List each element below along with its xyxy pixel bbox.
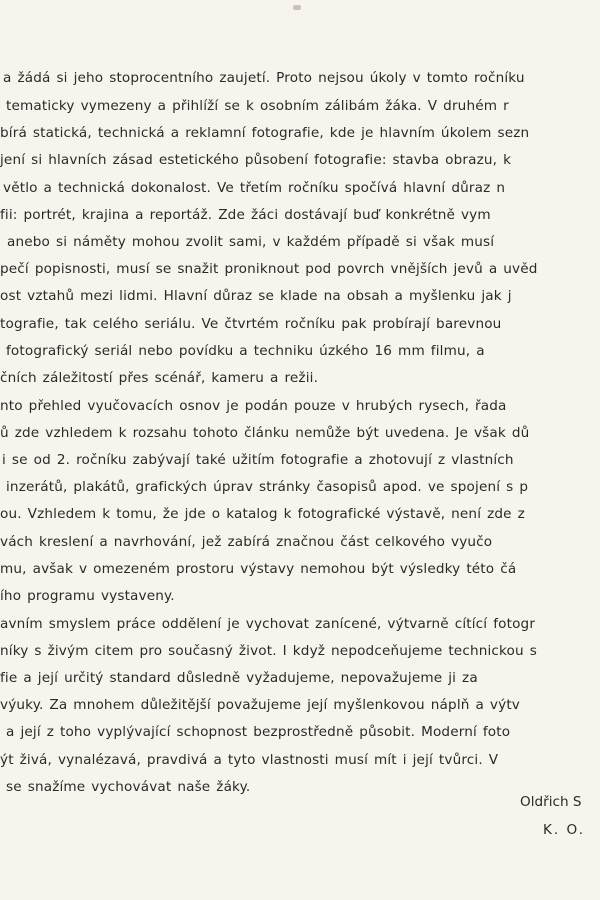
text-line: ou. Vzhledem k tomu, že jde o katalog k fotografické výstavě, není zde z	[0, 506, 525, 522]
text-line: tografie, tak celého seriálu. Ve čtvrtém ročníku pak probírají barevnou	[0, 316, 502, 332]
text-line: bírá statická, technická a reklamní fotografie, kde je hlavním úkolem sezn	[0, 125, 530, 141]
signature-initials: K. O.	[543, 822, 586, 838]
text-line: anebo si náměty mohou zvolit sami, v každém případě si však musí	[7, 234, 495, 250]
text-line: nto přehled vyučovacích osnov je podán pouze v hrubých rysech, řada	[0, 398, 507, 414]
text-line: vách kreslení a navrhování, jež zabírá značnou část celkového vyučo	[0, 534, 493, 550]
text-line: a její z toho vyplývající schopnost bezprostředně působit. Moderní foto	[6, 724, 511, 740]
text-line: fie a její určitý standard důsledně vyžadujeme, nepovažujeme ji za	[0, 670, 478, 686]
text-line: větlo a technická dokonalost. Ve třetím ročníku spočívá hlavní důraz n	[3, 180, 506, 196]
text-line: inzerátů, plakátů, grafických úprav stránky časopisů apod. ve spojení s p	[6, 479, 529, 495]
text-line: avním smyslem práce oddělení je vychovat zanícené, výtvarně cítící fotogr	[0, 616, 536, 632]
text-line: se snažíme vychovávat naše žáky.	[6, 779, 251, 795]
text-line: i se od 2. ročníku zabývají také užitím fotografie a zhotovují z vlastních	[2, 452, 514, 468]
text-line: fii: portrét, krajina a reportáž. Zde žáci dostávají buď konkrétně vym	[0, 207, 491, 223]
page-mark	[293, 5, 301, 10]
text-line: a žádá si jeho stoprocentního zaujetí. Proto nejsou úkoly v tomto ročníku	[3, 70, 525, 86]
text-line: ího programu vystaveny.	[0, 588, 175, 604]
text-line: jení si hlavních zásad estetického působení fotografie: stavba obrazu, k	[0, 152, 512, 168]
text-line: tematicky vymezeny a přihlíží se k osobním zálibám žáka. V druhém r	[6, 98, 509, 114]
text-line: výuky. Za mnohem důležitější považujeme její myšlenkovou náplň a výtv	[0, 697, 521, 713]
text-line: ost vztahů mezi lidmi. Hlavní důraz se klade na obsah a myšlenku jak j	[0, 288, 512, 304]
text-line: pečí popisnosti, musí se snažit proniknout pod povrch vnějších jevů a uvěd	[0, 261, 538, 277]
text-line: níky s živým citem pro současný život. I když nepodceňujeme technickou s	[0, 643, 537, 659]
text-line: mu, avšak v omezeném prostoru výstavy nemohou být výsledky této čá	[0, 561, 517, 577]
signature-name: Oldřich S	[520, 794, 582, 810]
text-line: ýt živá, vynalézavá, pravdivá a tyto vlastnosti musí mít i její tvůrci. V	[0, 752, 499, 768]
text-line: čních záležitostí přes scénář, kameru a režii.	[0, 370, 319, 386]
text-line: fotografický seriál nebo povídku a techniku úzkého 16 mm filmu, a	[6, 343, 485, 359]
text-line: ů zde vzhledem k rozsahu tohoto článku nemůže být uvedena. Je však dů	[0, 425, 530, 441]
